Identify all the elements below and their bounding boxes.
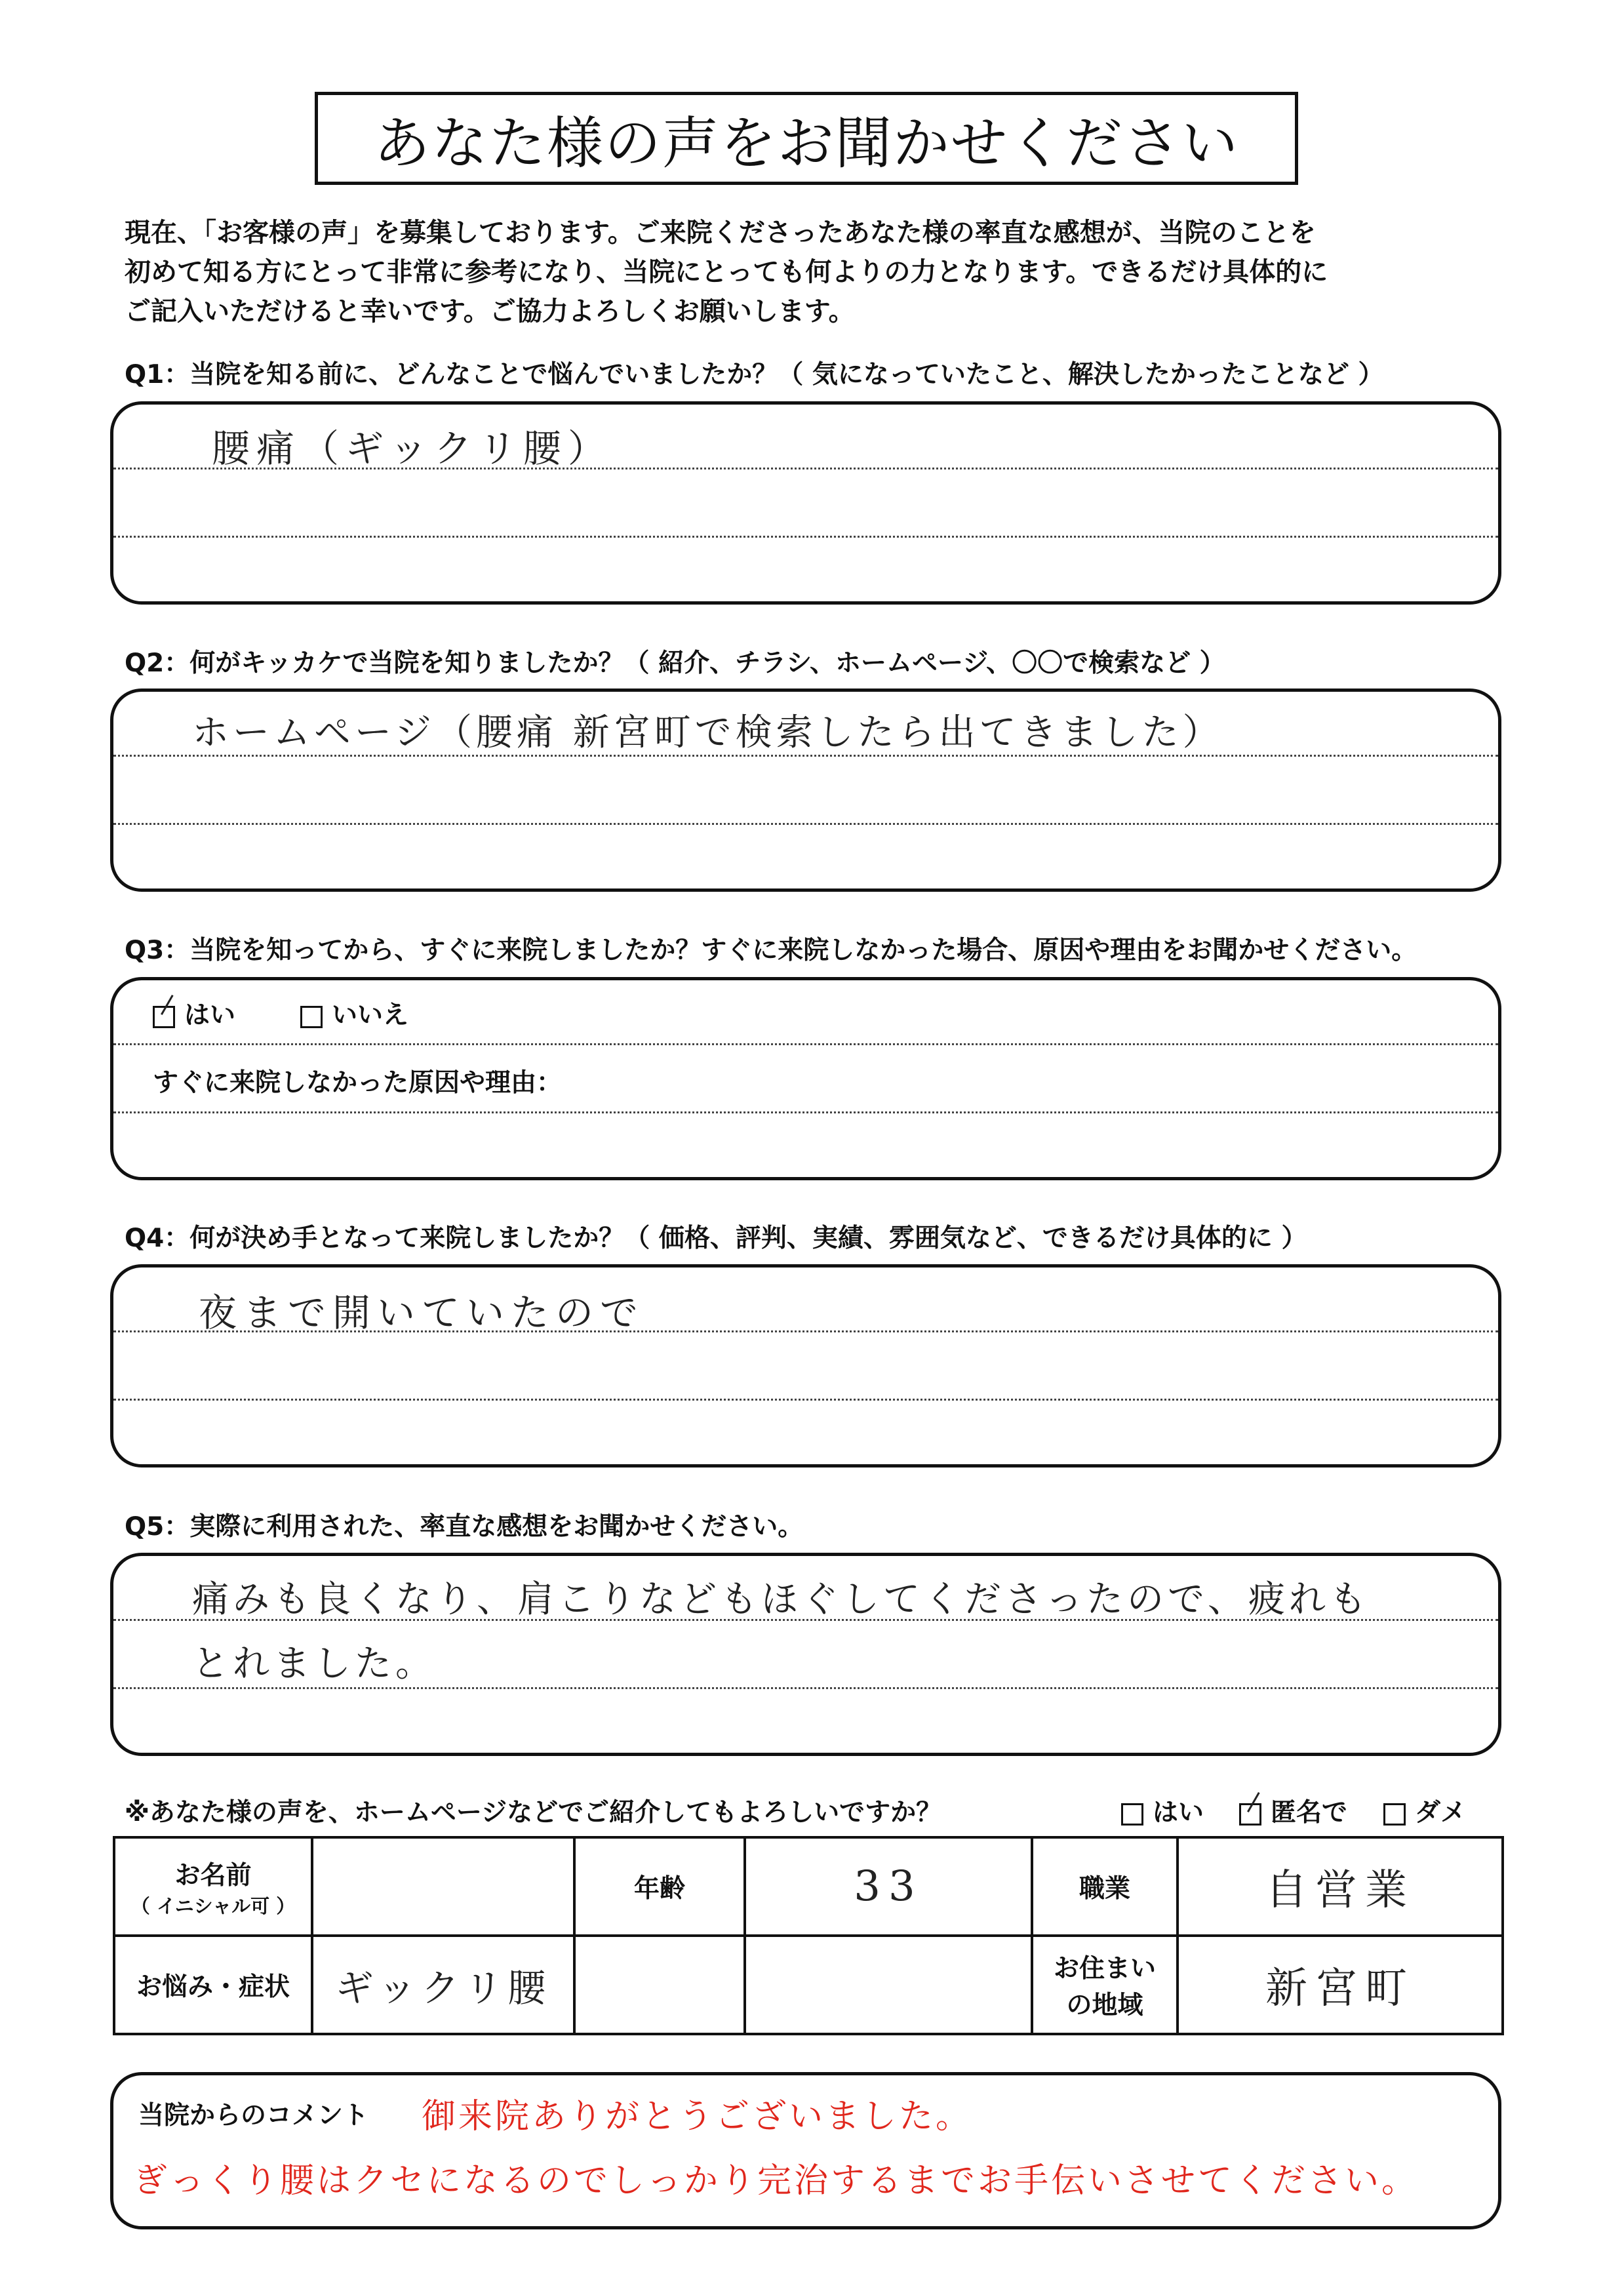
q5-answer-line-1: 痛みも良くなり、肩こりなどもほぐしてくださったので、疲れも (192, 1578, 1370, 1621)
name-sub-label: （ イニシャル可 ） (130, 1894, 296, 1917)
consent-option-yes[interactable] (1121, 1792, 1204, 1829)
q1-question: Q1：当院を知る前に、どんなことで悩んでいましたか？（ 気になっていたこと、解決したかったことなど ） (125, 360, 1384, 389)
q5-question: Q5：実際に利用された、率直な感想をお聞かせください。 (125, 1512, 804, 1542)
q2-answer: ホームページ（腰痛 新宮町で検索したら出てきました） (192, 711, 1223, 754)
symptom-label: お悩み・症状 (114, 1936, 312, 2034)
checked-checkbox-icon[interactable] (1239, 1803, 1261, 1826)
name-value[interactable] (312, 1837, 574, 1936)
intro-text (125, 213, 1515, 331)
q3-question: Q3：当院を知ってから、すぐに来院しましたか？すぐに来院しなかった場合、原因や理由をお聞かせください。 (125, 936, 1417, 965)
name-label-cell (114, 1837, 312, 1936)
checked-checkbox-icon[interactable] (153, 1006, 175, 1028)
area-label-1: お住まい (1053, 1954, 1156, 1984)
intro-line: 現在、「お客様の声」を募集しております。ご来院くださったあなた様の率直な感想が、当院のことを (125, 218, 1316, 248)
area-label-2: の地域 (1066, 1991, 1143, 2020)
profile-table (113, 1836, 1504, 2035)
consent-yes-label: はい (1153, 1798, 1204, 1827)
consent-no-label: ダメ (1415, 1798, 1467, 1827)
job-value[interactable]: 自営業 (1178, 1837, 1503, 1936)
q3-answer-box (110, 977, 1501, 1180)
q4-answer: 夜まで開いていたので (199, 1290, 645, 1335)
age-label: 年齢 (574, 1837, 745, 1936)
empty-cell (745, 1936, 1032, 2034)
q4-answer-box[interactable] (110, 1264, 1501, 1467)
comment-box (110, 2072, 1501, 2229)
checkbox-icon[interactable] (1121, 1803, 1143, 1826)
name-label: お名前 (174, 1860, 252, 1890)
area-label-cell (1032, 1936, 1178, 2034)
q3-yes-label: はい (184, 1001, 236, 1030)
q1-answer: 腰痛（ギックリ腰） (212, 426, 612, 471)
q2-answer-box[interactable] (110, 688, 1501, 892)
q2-question: Q2：何がキッカケで当院を知りましたか？（ 紹介、チラシ、ホームページ、〇〇で検索など ） (125, 649, 1225, 678)
q4-question: Q4：何が決め手となって来院しましたか？（ 価格、評判、実績、雰囲気など、できるだけ具体的に ） (125, 1224, 1307, 1253)
page-title: あなた様の声をお聞かせください (315, 92, 1298, 185)
area-value[interactable]: 新宮町 (1178, 1936, 1503, 2034)
table-row (114, 1837, 1503, 1936)
consent-option-anonymous[interactable] (1239, 1792, 1347, 1829)
comment-label: 当院からのコメント (138, 2101, 369, 2130)
q3-option-yes[interactable] (153, 995, 235, 1031)
q5-answer-box[interactable] (110, 1553, 1501, 1756)
q5-answer-line-2: とれました。 (192, 1643, 436, 1685)
q3-no-label: いいえ (332, 1001, 409, 1030)
checkbox-icon[interactable] (300, 1006, 323, 1028)
job-label: 職業 (1032, 1837, 1178, 1936)
checkbox-icon[interactable] (1383, 1803, 1406, 1826)
symptom-value[interactable]: ギックリ腰 (312, 1936, 574, 2034)
age-value[interactable]: 33 (745, 1837, 1032, 1936)
q3-option-no[interactable] (300, 995, 408, 1031)
comment-line-1: 御来院ありがとうございました。 (422, 2097, 973, 2136)
table-row (114, 1936, 1503, 2034)
q1-answer-box[interactable] (110, 401, 1501, 605)
consent-option-no[interactable] (1383, 1792, 1466, 1829)
intro-line: ご記入いただけると幸いです。ご協力よろしくお願いします。 (125, 296, 855, 327)
q3-reason-label: すぐに来院しなかった原因や理由： (153, 1068, 563, 1098)
comment-line-2: ぎっくり腰はクセになるのでしっかり完治するまでお手伝いさせてください。 (133, 2161, 1419, 2201)
consent-anonymous-label: 匿名で (1271, 1798, 1348, 1827)
consent-question: ※あなた様の声を、ホームページなどでご紹介してもよろしいですか？ (125, 1798, 942, 1827)
intro-line: 初めて知る方にとって非常に参考になり、当院にとっても何よりの力となります。できるだけ具体的に (125, 257, 1328, 287)
empty-cell (574, 1936, 745, 2034)
